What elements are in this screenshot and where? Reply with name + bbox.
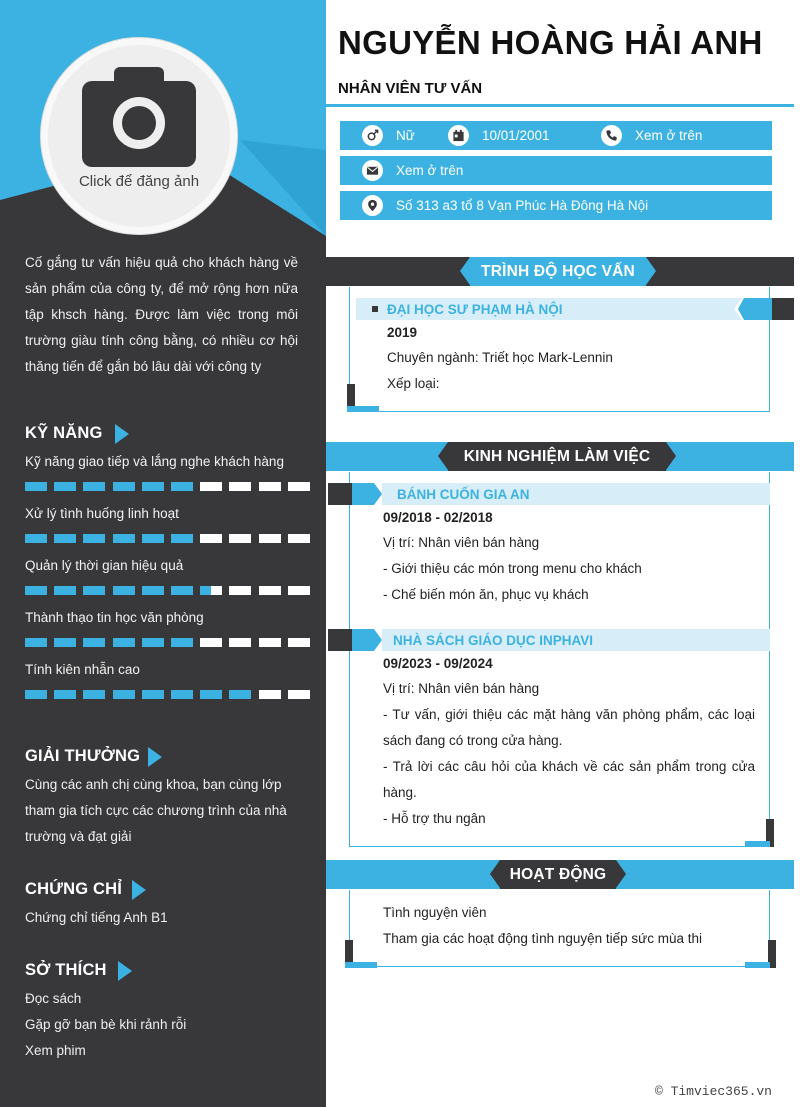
skill-segment — [259, 482, 281, 491]
job-line: Vị trí: Nhân viên bán hàng — [383, 681, 540, 696]
skill-segment — [288, 482, 310, 491]
info-row-2 — [340, 156, 772, 185]
skill-segment — [171, 534, 193, 543]
skill-level-bar — [25, 482, 309, 491]
skill-name: Kỹ năng giao tiếp và lắng nghe khách hàng — [25, 454, 284, 469]
company-name: BÁNH CUỐN GIA AN — [397, 486, 530, 502]
skill-level-bar — [25, 534, 309, 543]
skill-segment — [83, 586, 105, 595]
skill-segment — [229, 534, 251, 543]
skill-name: Thành thạo tin học văn phòng — [25, 610, 204, 625]
email-value: Xem ở trên — [396, 163, 464, 178]
email-field — [362, 156, 463, 185]
mail-icon — [362, 160, 383, 181]
skill-segment — [83, 690, 105, 699]
skill-segment — [259, 534, 281, 543]
skill-segment — [171, 482, 193, 491]
skill-segment — [25, 534, 47, 543]
skills-arrow-icon — [115, 424, 129, 444]
hobby-item: Đọc sách — [25, 991, 82, 1006]
skill-segment — [113, 482, 135, 491]
skill-level-bar — [25, 690, 309, 699]
education-title-bar — [356, 298, 746, 320]
certificates-text: Chứng chỉ tiếng Anh B1 — [25, 910, 168, 925]
skill-segment — [54, 586, 76, 595]
awards-arrow-icon — [148, 747, 162, 767]
skill-segment — [54, 690, 76, 699]
job-line: - Chế biến món ăn, phục vụ khách — [383, 587, 589, 602]
gender-icon — [362, 125, 383, 146]
job-period: 09/2018 - 02/2018 — [383, 510, 493, 525]
skill-segment — [200, 534, 222, 543]
job-title-bar — [382, 629, 770, 651]
skill-segment — [200, 482, 222, 491]
skill-segment — [200, 638, 222, 647]
birthday-field — [448, 121, 550, 150]
photo-upload[interactable] — [41, 38, 237, 234]
job-line: Vị trí: Nhân viên bán hàng — [383, 535, 540, 550]
skill-segment — [142, 638, 164, 647]
school-name: ĐẠI HỌC SƯ PHẠM HÀ NỘI — [387, 301, 563, 317]
skill-segment — [113, 534, 135, 543]
phone-field — [601, 121, 702, 150]
skill-segment — [259, 638, 281, 647]
skill-segment — [25, 690, 47, 699]
birthday-value: 10/01/2001 — [482, 128, 550, 143]
certificates-arrow-icon — [132, 880, 146, 900]
bullet-icon — [372, 306, 378, 312]
skill-segment — [288, 586, 310, 595]
skill-segment — [259, 586, 281, 595]
skill-segment — [25, 638, 47, 647]
skill-segment — [25, 482, 47, 491]
job-title-bar — [382, 483, 770, 505]
location-icon — [362, 195, 383, 216]
skill-name: Xử lý tình huống linh hoạt — [25, 506, 179, 521]
activities-heading: HOẠT ĐỘNG — [500, 860, 616, 889]
skill-segment — [113, 586, 135, 595]
experience-heading: KINH NGHIỆM LÀM VIỆC — [448, 442, 666, 471]
skill-segment — [200, 586, 222, 595]
skill-segment — [54, 638, 76, 647]
skill-segment — [229, 638, 251, 647]
camera-icon — [82, 67, 196, 167]
certificates-heading: CHỨNG CHỈ — [25, 880, 123, 898]
education-major: Chuyên ngành: Triết học Mark-Lennin — [387, 350, 613, 365]
skill-segment — [259, 690, 281, 699]
gender-value: Nữ — [396, 128, 415, 143]
skill-name: Quản lý thời gian hiệu quả — [25, 558, 184, 573]
phone-value: Xem ở trên — [635, 128, 703, 143]
awards-heading: GIẢI THƯỞNG — [25, 747, 141, 765]
address-value: Số 313 a3 tổ 8 Vạn Phúc Hà Đông Hà Nội — [396, 198, 649, 213]
skill-segment — [142, 690, 164, 699]
skill-segment — [142, 534, 164, 543]
title-divider — [326, 104, 794, 107]
skill-segment — [229, 482, 251, 491]
frame-foot — [745, 962, 770, 968]
frame-foot — [347, 406, 379, 412]
skill-level-bar — [25, 586, 309, 595]
frame-foot — [745, 841, 770, 847]
calendar-icon — [448, 125, 469, 146]
hobby-item: Xem phim — [25, 1043, 86, 1058]
skill-name: Tính kiên nhẫn cao — [25, 662, 140, 677]
gender-field — [362, 121, 415, 150]
skill-segment — [288, 638, 310, 647]
skill-segment — [288, 690, 310, 699]
skill-segment — [54, 534, 76, 543]
company-name: NHÀ SÁCH GIÁO DỤC INPHAVI — [393, 632, 594, 648]
skill-segment — [113, 690, 135, 699]
footer-credit: © Timviec365.vn — [654, 1084, 772, 1099]
job-ribbon — [328, 483, 382, 505]
info-row-1 — [340, 121, 772, 150]
hobby-item: Gặp gỡ bạn bè khi rảnh rỗi — [25, 1017, 187, 1032]
job-ribbon — [328, 629, 382, 651]
education-year: 2019 — [387, 325, 418, 340]
activity-line: Tình nguyện viên — [383, 905, 487, 920]
skill-segment — [83, 638, 105, 647]
skill-segment — [171, 690, 193, 699]
skill-segment — [142, 586, 164, 595]
frame-foot — [345, 962, 377, 968]
education-heading: TRÌNH ĐỘ HỌC VẤN — [470, 257, 646, 286]
skill-level-bar — [25, 638, 309, 647]
info-row-3 — [340, 191, 772, 220]
activity-line: Tham gia các hoạt động tình nguyện tiếp sức mùa thi — [383, 931, 702, 946]
career-objective: Cố gắng tư vấn hiệu quả cho khách hàng về sản phẩm của công ty, để mở rộng hơn nữa tập khsch hàng. Được làm việc trong môi trường giàu tính công bằng, có nhiều cơ hội thăng tiến để gắn bó lâu dài với công ty — [25, 255, 298, 374]
phone-icon — [601, 125, 622, 146]
skill-segment — [25, 586, 47, 595]
job-title: NHÂN VIÊN TƯ VẤN — [338, 80, 483, 97]
skill-segment — [171, 638, 193, 647]
address-field — [362, 191, 648, 220]
skill-segment — [54, 482, 76, 491]
photo-caption: Click để đăng ảnh — [78, 173, 200, 190]
skill-segment — [229, 586, 251, 595]
awards-text: Cùng các anh chị cùng khoa, bạn cùng lớp tham gia tích cực các chương trình của nhà trường và đạt giải — [25, 777, 287, 844]
skill-segment — [83, 534, 105, 543]
skills-heading: KỸ NĂNG — [25, 424, 103, 442]
hobbies-arrow-icon — [118, 961, 132, 981]
skill-segment — [200, 690, 222, 699]
skill-segment — [113, 638, 135, 647]
job-line: - Tư vấn, giới thiệu các mặt hàng văn phòng phẩm, các loại sách đang có trong cửa hàng. — [383, 707, 755, 748]
education-rank: Xếp loại: — [387, 376, 440, 391]
job-period: 09/2023 - 09/2024 — [383, 656, 493, 671]
job-line: - Giới thiệu các món trong menu cho khách — [383, 561, 642, 576]
hobbies-heading: SỞ THÍCH — [25, 961, 107, 979]
skill-segment — [142, 482, 164, 491]
skill-segment — [171, 586, 193, 595]
skill-segment — [288, 534, 310, 543]
skill-segment — [83, 482, 105, 491]
education-ribbon — [734, 298, 794, 320]
full-name: NGUYỄN HOÀNG HẢI ANH — [338, 24, 763, 61]
job-line: - Trả lời các câu hỏi của khách về các sản phẩm trong cửa hàng. — [383, 759, 755, 800]
skill-segment — [229, 690, 251, 699]
job-line: - Hỗ trợ thu ngân — [383, 811, 486, 826]
